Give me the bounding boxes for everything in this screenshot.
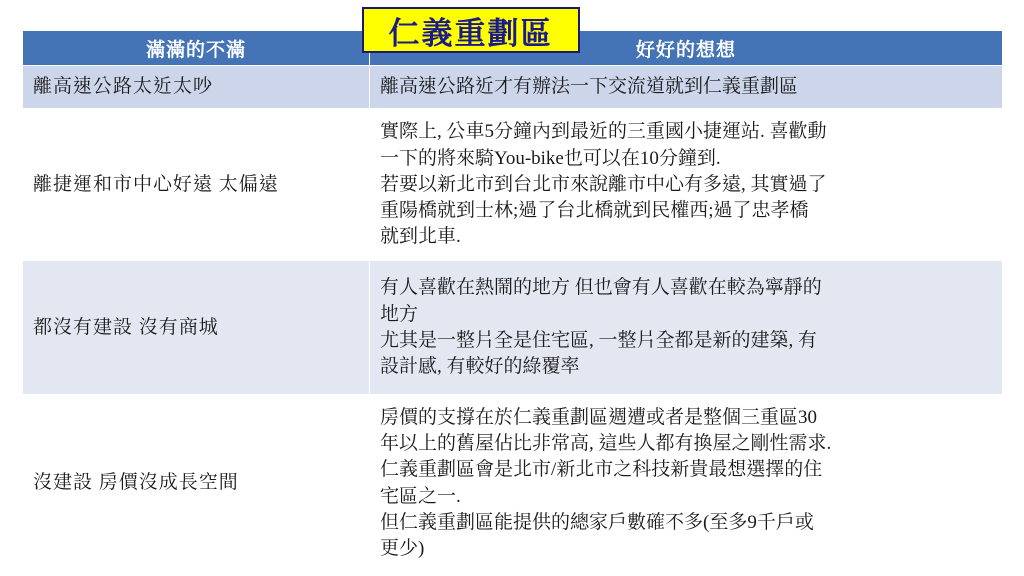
complaint-cell [23, 261, 370, 395]
slide-title-badge [362, 7, 580, 53]
response-cell [370, 66, 1003, 109]
response-line: 若要以新北市到台北市來說離市中心有多遠, 其實過了 [380, 173, 827, 195]
complaint-text: 離捷運和市中心好遠 太偏遠 [33, 173, 279, 195]
response-cell [370, 261, 1003, 395]
complaint-text: 沒建設 房價沒成長空間 [33, 472, 239, 494]
response-line: 離高速公路近才有辦法一下交流道就到仁義重劃區 [380, 76, 799, 98]
response-line: 一下的將來騎You-bike也可以在10分鐘到. [380, 147, 721, 169]
complaint-cell [23, 66, 370, 109]
response-cell [370, 395, 1003, 572]
response-line: 實際上, 公車5分鐘內到最近的三重國小捷運站. 喜歡動 [380, 121, 827, 143]
response-cell [370, 109, 1003, 261]
column-header-responses: 好好的想想 [370, 31, 1003, 66]
response-line: 地方 [380, 303, 419, 325]
complaint-text: 都沒有建設 沒有商城 [33, 316, 219, 338]
table-row [23, 109, 1003, 261]
table-row [23, 66, 1003, 109]
response-line: 有人喜歡在熱鬧的地方 但也會有人喜歡在較為寧靜的 [380, 277, 822, 299]
table-row [23, 395, 1003, 572]
response-line: 宅區之一. [380, 485, 461, 507]
response-line: 就到北車. [380, 226, 461, 248]
complaint-cell [23, 109, 370, 261]
slide-title-text: 仁義重劃區 [388, 15, 554, 51]
response-line: 年以上的舊屋佔比非常高, 這些人都有換屋之剛性需求. [380, 432, 832, 454]
response-line: 設計感, 有較好的綠覆率 [380, 356, 580, 378]
response-line: 仁義重劃區會是北市/新北市之科技新貴最想選擇的住 [380, 459, 823, 481]
response-line: 尤其是一整片全是住宅區, 一整片全都是新的建築, 有 [380, 330, 818, 351]
response-line: 重陽橋就到士林;過了台北橋就到民權西;過了忠孝橋 [380, 200, 809, 222]
column-header-complaints: 滿滿的不滿 [23, 31, 370, 66]
response-line: 但仁義重劃區能提供的總家戶數確不多(至多9千戶或 [380, 511, 814, 533]
complaint-cell [23, 395, 370, 572]
response-line: 房價的支撐在於仁義重劃區週遭或者是整個三重區30 [380, 406, 818, 428]
table-row [23, 261, 1003, 395]
comparison-table [22, 30, 1003, 572]
complaint-text: 離高速公路太近太吵 [33, 76, 214, 98]
response-line: 更少) [380, 538, 425, 560]
